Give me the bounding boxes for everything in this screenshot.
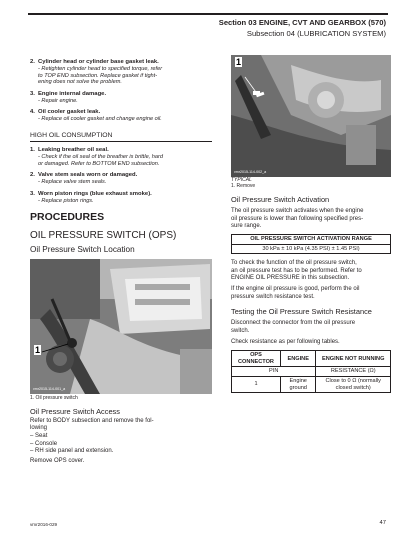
location-figure-caption: 1. Oil pressure switch (30, 395, 78, 402)
access-list (30, 433, 212, 455)
item-fix: - Replace piston rings. (38, 197, 94, 204)
numbered-item (30, 172, 212, 179)
subsection-title: Subsection 04 (LUBRICATION SYSTEM) (246, 29, 386, 38)
item-title: Cylinder head or cylinder base gasket leak. (38, 59, 159, 65)
item-fix: ening does not solve the problem. (38, 79, 122, 86)
item-number: 2. (30, 59, 35, 65)
res-header-engine: ENGINE (281, 351, 316, 367)
item-title: Leaking breather oil seal. (38, 146, 109, 153)
range-table-header: OIL PRESSURE SWITCH ACTIVATION RANGE (232, 235, 391, 245)
item-title: Engine internal damage. (38, 90, 107, 97)
item-fix: - Repair engine. (38, 97, 78, 104)
items-top-list (30, 59, 212, 123)
paragraph-line: pressure switch resistance test. (231, 293, 315, 300)
item-title: Worn piston rings (blue exhaust smoke). (38, 190, 152, 197)
item-title: Oil cooler gasket leak. (38, 109, 101, 116)
access-list-item: – RH side panel and extension. (30, 448, 212, 455)
paragraph-line: oil pressure is lower than following specified pres- (231, 215, 364, 222)
item-fix: to TOP END subsection. Replace gasket if tight- (38, 72, 158, 79)
res-header-not-running: ENGINE NOT RUNNING (316, 351, 391, 367)
item-fix: - Replace oil cooler gasket and change engine oil. (38, 116, 162, 123)
item-title: Valve stem seals worn or damaged. (38, 172, 138, 179)
numbered-item (30, 147, 212, 154)
good-pressure-paragraph (231, 286, 391, 301)
res-sub-pin: PIN (232, 367, 316, 377)
res-sub-resistance: RESISTANCE (Ω) (316, 367, 391, 377)
procedures-heading: PROCEDURES (30, 211, 105, 224)
header-rule (28, 13, 388, 15)
item-fix: - Check if the oil seal of the breather is brittle, hard (38, 153, 163, 160)
left-column (30, 54, 212, 465)
activation-paragraph (231, 208, 391, 230)
paragraph-line: ENGINE OIL PRESSURE in this subsection. (231, 275, 350, 282)
numbered-item (30, 59, 212, 66)
paragraph-line: an oil pressure test has to be performed. Refer to (231, 267, 362, 274)
section-title: Section 03 ENGINE, CVT AND GEARBOX (570) (218, 18, 386, 27)
item-number: 2. (30, 172, 35, 179)
removal-photo-illustration (231, 55, 391, 177)
item-fix: - Retighten cylinder head to specified torque, refer (38, 66, 163, 72)
paragraph-line: switch. (231, 327, 250, 334)
testing-heading: Testing the Oil Pressure Switch Resistance (231, 306, 372, 316)
item-number: 3. (30, 90, 35, 97)
access-list-item: – Seat (30, 433, 212, 440)
paragraph-line: To check the function of the oil pressure switch, (231, 260, 357, 267)
paragraph-line: The oil pressure switch activates when the engine (231, 208, 364, 215)
access-list-item: – Console (30, 441, 212, 448)
res-header-connector: OPS CONNECTOR (232, 351, 281, 367)
numbered-item (30, 91, 212, 98)
access-intro-line2: lowing (30, 425, 48, 432)
item-number: 1. (30, 146, 35, 153)
removal-typical-label: TYPICAL (231, 177, 252, 183)
numbered-item (30, 109, 212, 116)
access-intro (30, 418, 212, 433)
range-table-value: 30 kPa ± 10 kPa (4.35 PSI) ± 1.45 PSI) (232, 244, 391, 254)
item-fix: - Replace valve stem seals. (38, 179, 107, 186)
ops-heading: OIL PRESSURE SWITCH (OPS) (30, 230, 177, 242)
ops-location-photo (30, 259, 212, 394)
access-intro-line1: Refer to BODY subsection and remove the fol- (30, 417, 154, 424)
activation-range-table (231, 234, 391, 254)
resistance-table (231, 350, 391, 393)
res-row-pin: 1 (232, 377, 281, 393)
item-number: 4. (30, 109, 35, 116)
photo-callout-1: 1 (35, 345, 41, 356)
right-column (231, 55, 391, 393)
engine-photo-illustration (30, 259, 212, 394)
removal-callout-1: 1 (236, 57, 242, 67)
item-fix: or damaged. Refer to BOTTOM END subsection. (38, 160, 160, 167)
paragraph-line: Disconnect the connector from the oil pressure (231, 320, 356, 327)
access-heading: Oil Pressure Switch Access (30, 407, 120, 417)
item-number: 3. (30, 190, 35, 197)
paragraph-line: sure range. (231, 223, 262, 229)
disconnect-paragraph (231, 320, 391, 335)
access-remove-cover: Remove OPS cover. (30, 457, 85, 464)
check-paragraph (231, 260, 391, 282)
paragraph-line: If the engine oil pressure is good, perform the oil (231, 286, 360, 293)
high-oil-heading: HIGH OIL CONSUMPTION (30, 132, 212, 142)
res-row-ground: Engine ground (281, 377, 316, 393)
ops-removal-photo (231, 55, 391, 177)
res-row-resistance: Close to 0 Ω (normally closed switch) (316, 377, 391, 393)
activation-heading: Oil Pressure Switch Activation (231, 195, 330, 204)
footer-code: vmr2016-029 (30, 522, 58, 527)
numbered-item (30, 191, 212, 198)
removal-photo-code: vmr2015-114-002_a (234, 170, 267, 174)
photo-code: vmr2015-114-001_a (33, 387, 66, 392)
page-number: 47 (379, 520, 386, 526)
check-resistance-paragraph: Check resistance as per following tables. (231, 338, 340, 345)
items-high-list (30, 147, 212, 204)
removal-figure-caption: 1. Remove (231, 183, 256, 189)
location-heading: Oil Pressure Switch Location (30, 245, 135, 255)
